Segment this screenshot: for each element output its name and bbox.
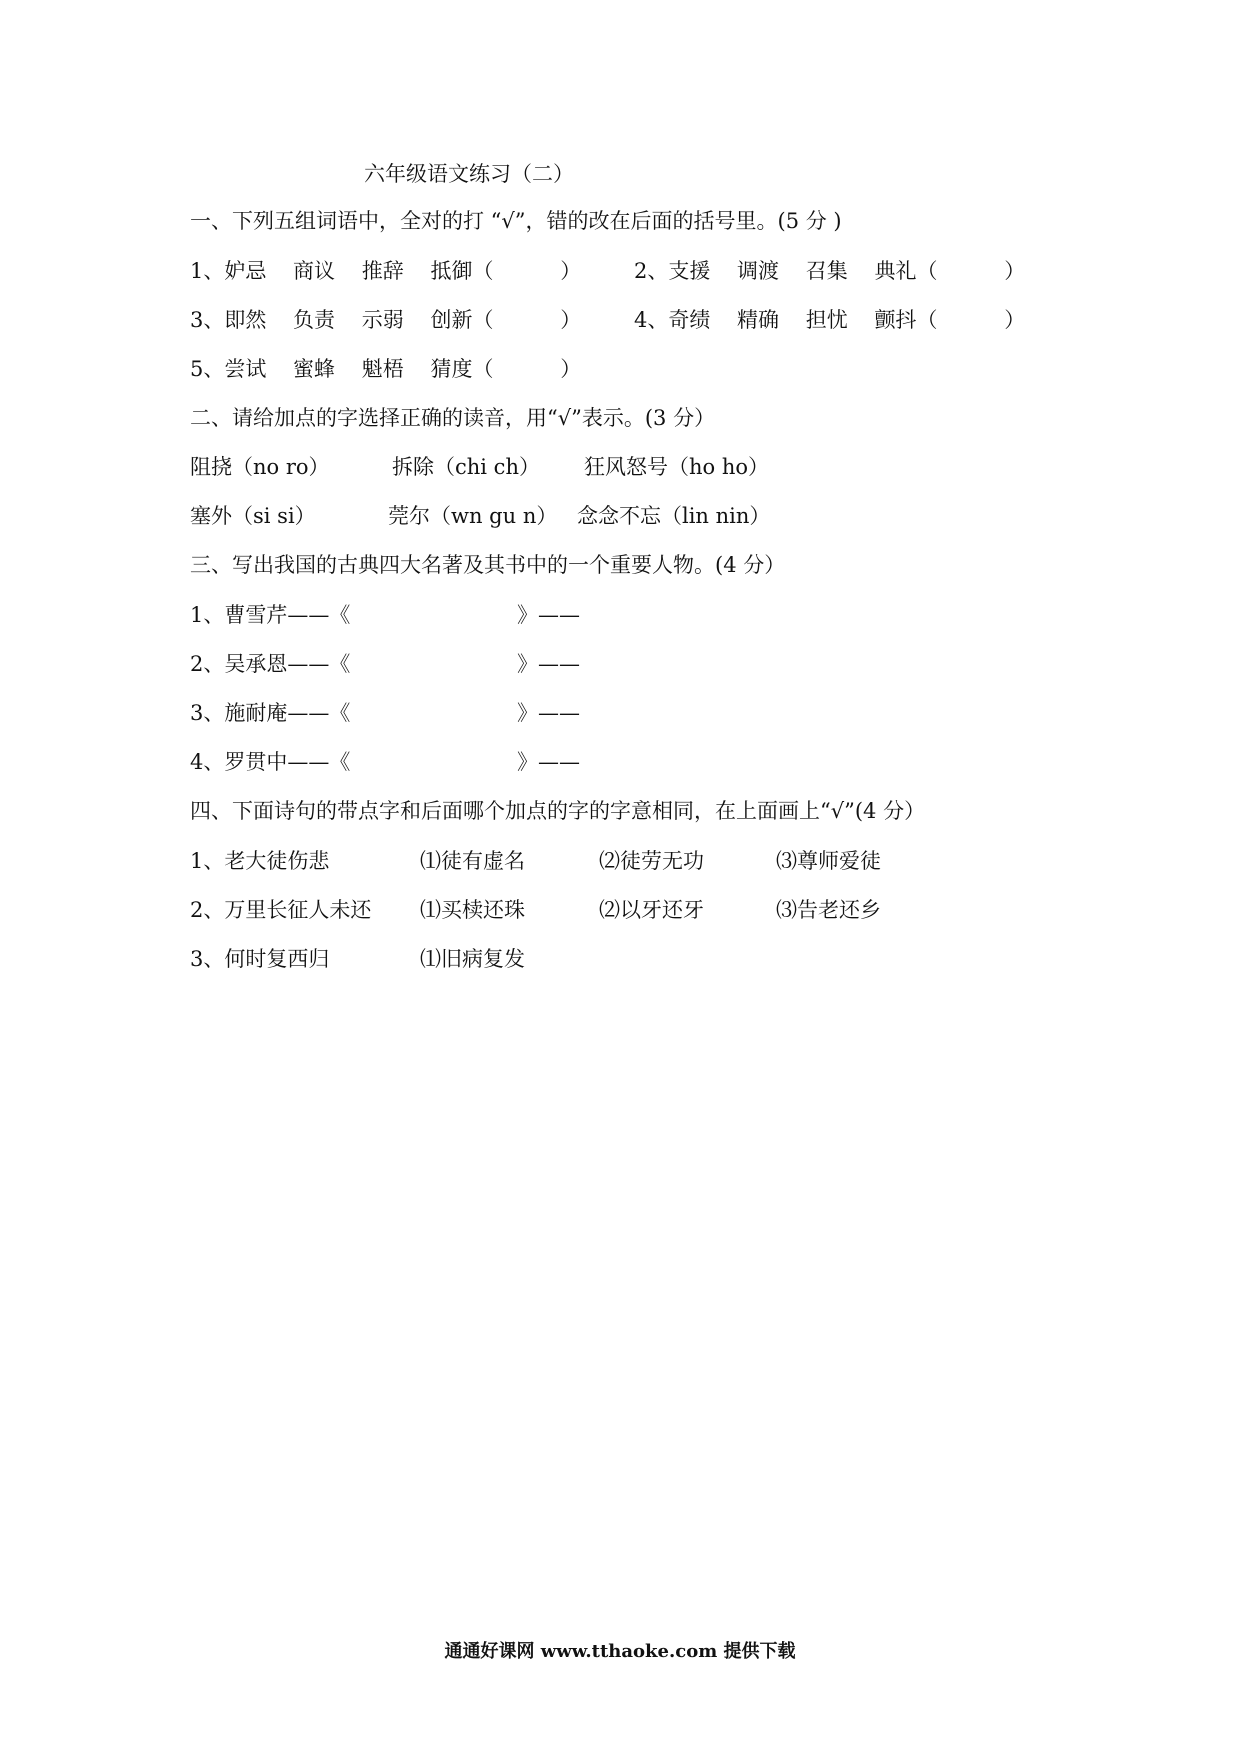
footer-source: 通通好课网 www.tthaoke.com 提供下载 bbox=[444, 1641, 796, 1662]
section-4-option: ⑶尊师爱徒 bbox=[776, 849, 881, 873]
section-2-item: 拆除（chi ch） bbox=[392, 455, 540, 479]
section-2-item: 阻挠（no ro） bbox=[190, 455, 330, 479]
section-1-row-2-right: 4、奇绩 精确 担忧 颤抖（ ） bbox=[634, 308, 1026, 332]
section-4-poem-line: 2、万里长征人未还 bbox=[190, 898, 372, 922]
section-4-poem-line: 3、何时复西归 bbox=[190, 947, 330, 971]
section-3-author: 1、曹雪芹——《 bbox=[190, 603, 351, 627]
section-4-option: ⑴买椟还珠 bbox=[420, 898, 525, 922]
section-1-row-3-left: 5、尝试 蜜蜂 魁梧 猜度（ ） bbox=[190, 357, 582, 381]
section-2-item: 莞尔（wn gu n） bbox=[388, 504, 558, 528]
section-4-option: ⑴徒有虚名 bbox=[420, 849, 525, 873]
section-4-option: ⑴旧病复发 bbox=[420, 947, 525, 971]
section-3-blank-end: 》—— bbox=[517, 603, 580, 627]
section-3-author: 2、吴承恩——《 bbox=[190, 652, 351, 676]
section-3-blank-end: 》—— bbox=[517, 750, 580, 774]
section-4-option: ⑵徒劳无功 bbox=[599, 849, 704, 873]
section-2-item: 塞外（si si） bbox=[190, 504, 316, 528]
section-1-heading: 一、下列五组词语中，全对的打 “√”，错的改在后面的括号里。(5 分 ) bbox=[190, 209, 842, 233]
section-3-blank-end: 》—— bbox=[517, 652, 580, 676]
section-3-blank-end: 》—— bbox=[517, 701, 580, 725]
section-3-author: 4、罗贯中——《 bbox=[190, 750, 351, 774]
section-3-heading: 三、写出我国的古典四大名著及其书中的一个重要人物。(4 分） bbox=[190, 553, 786, 577]
section-1-row-1-left: 1、妒忌 商议 推辞 抵御（ ） bbox=[190, 259, 582, 283]
section-2-item: 念念不忘（lin nin） bbox=[577, 504, 771, 528]
section-4-poem-line: 1、老大徒伤悲 bbox=[190, 849, 330, 873]
section-4-option: ⑵以牙还牙 bbox=[599, 898, 704, 922]
section-2-item: 狂风怒号（ho ho） bbox=[584, 455, 770, 479]
section-4-heading: 四、下面诗句的带点字和后面哪个加点的字的字意相同，在上面画上“√”(4 分） bbox=[190, 799, 926, 823]
page-title: 六年级语文练习（二） bbox=[364, 162, 574, 186]
section-4-option: ⑶告老还乡 bbox=[776, 898, 881, 922]
section-2-heading: 二、请给加点的字选择正确的读音，用“√”表示。(3 分） bbox=[190, 406, 716, 430]
section-1-row-2-left: 3、即然 负责 示弱 创新（ ） bbox=[190, 308, 582, 332]
section-3-author: 3、施耐庵——《 bbox=[190, 701, 351, 725]
section-1-row-1-right: 2、支援 调渡 召集 典礼（ ） bbox=[634, 259, 1026, 283]
